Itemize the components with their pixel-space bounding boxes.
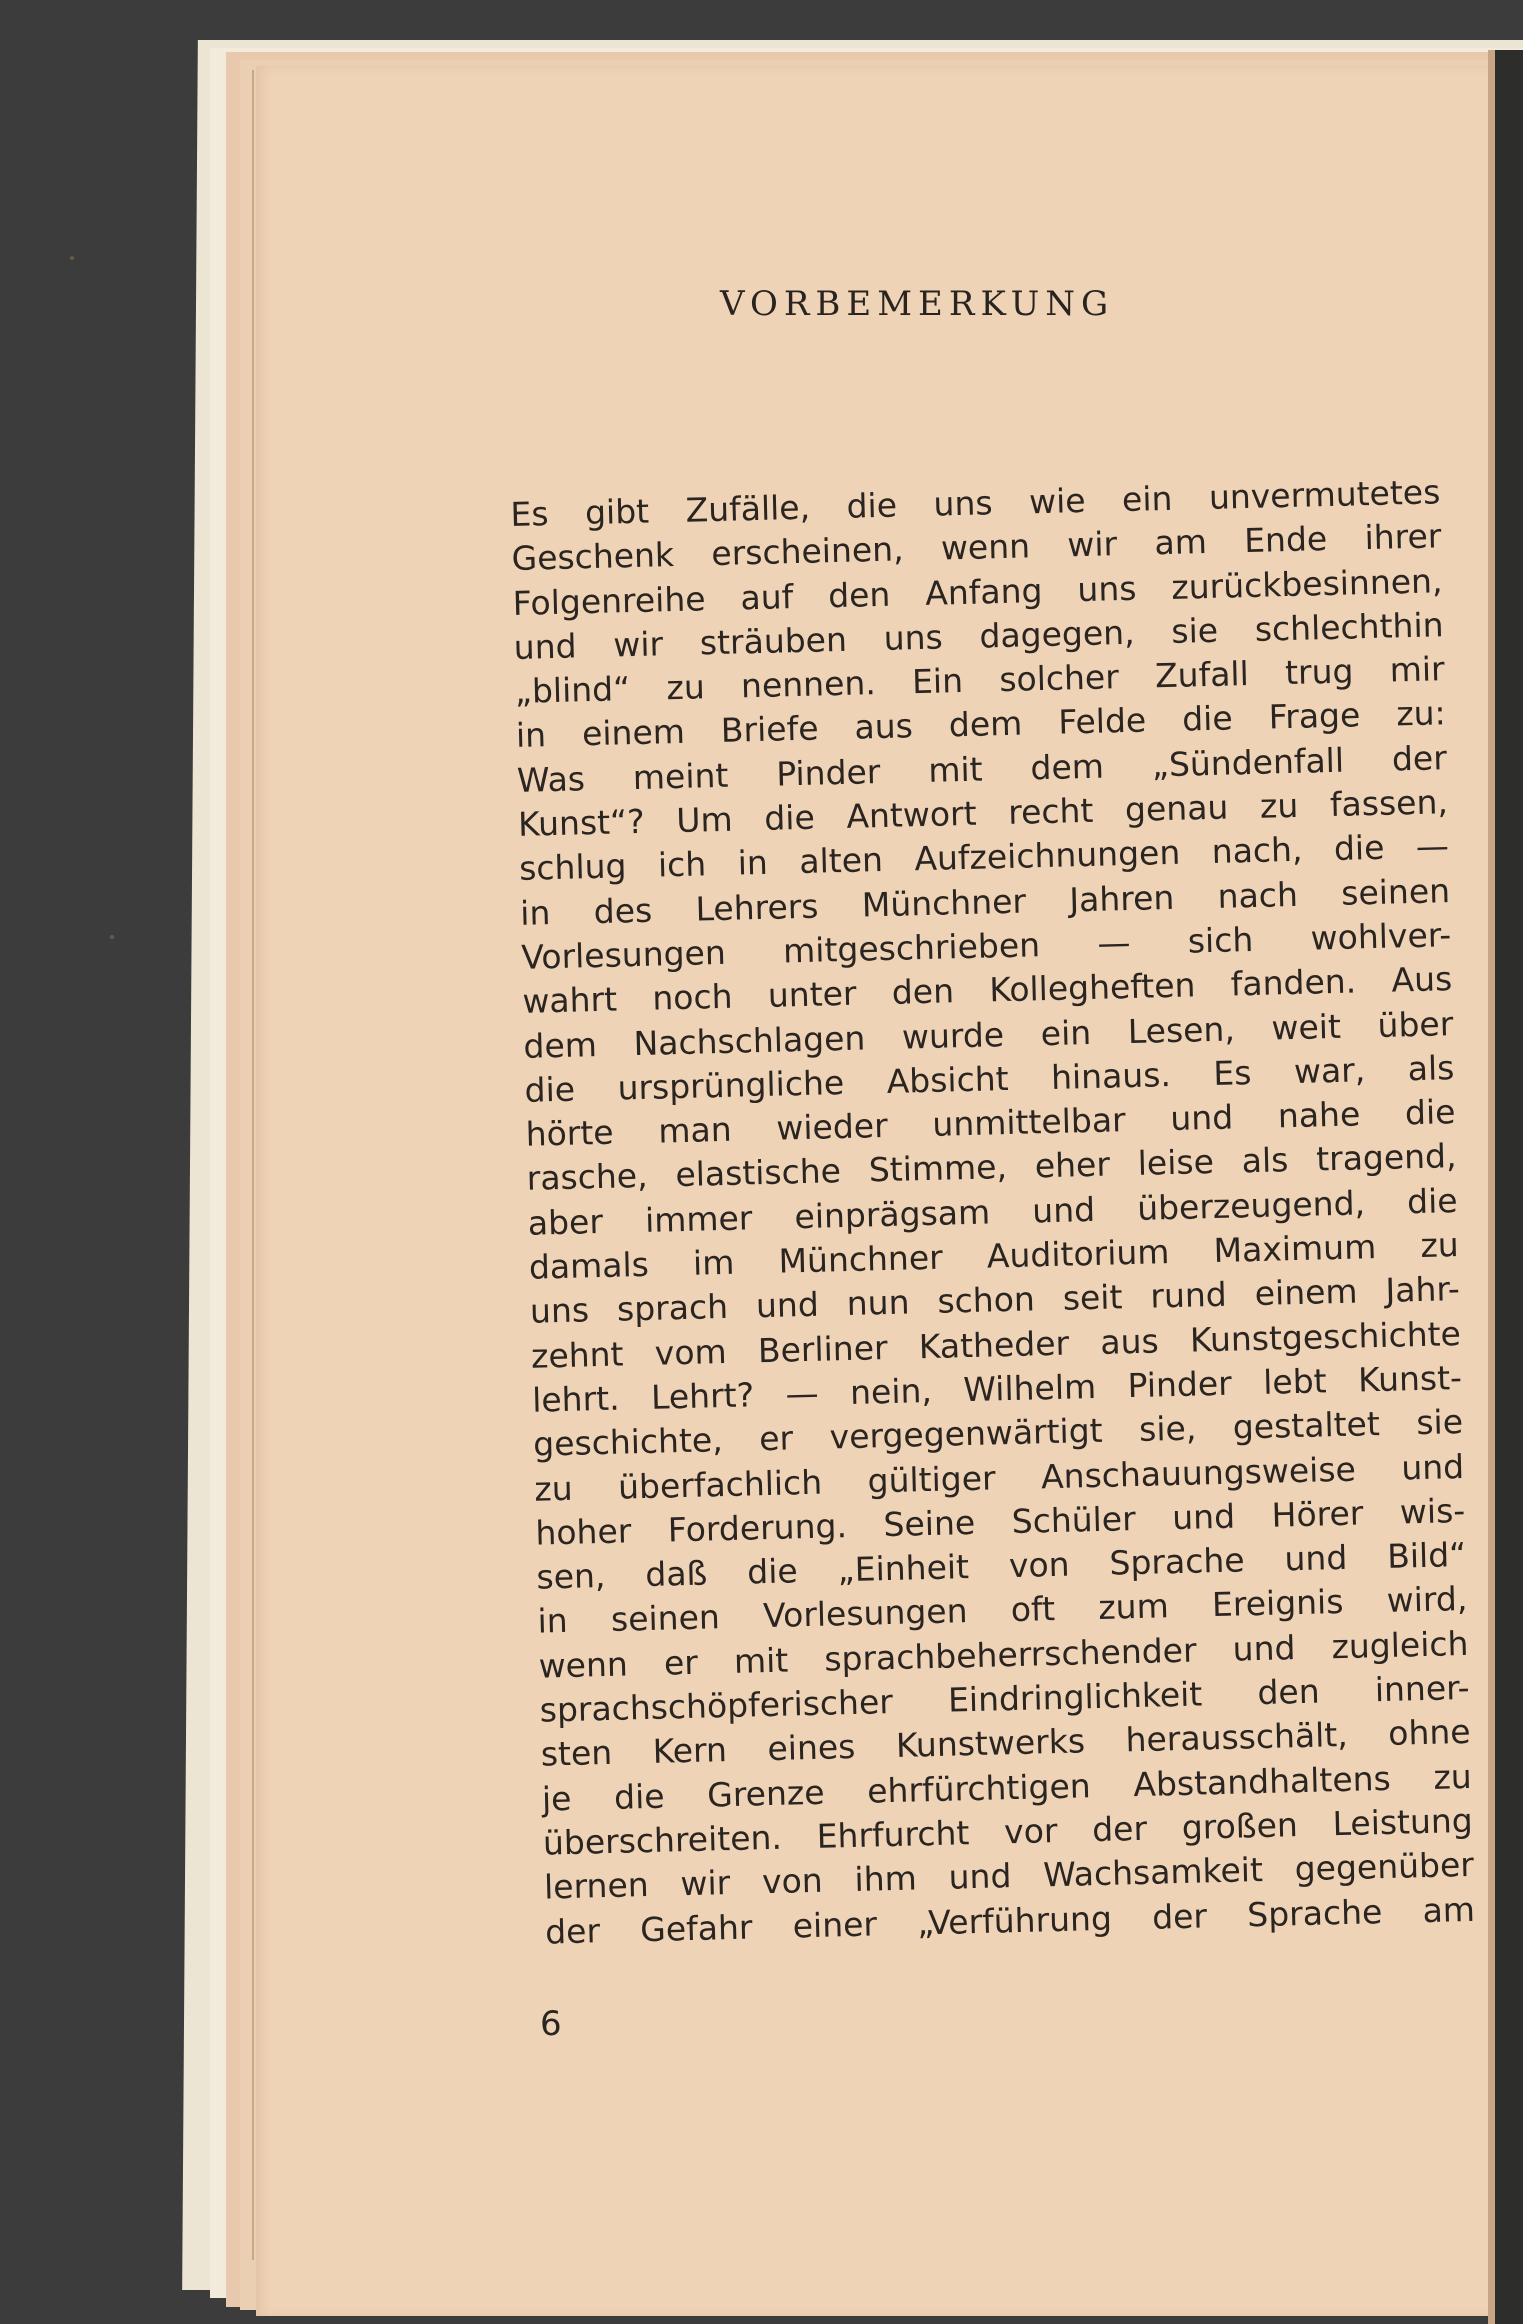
text-line: wahrt noch unter den Kollegheften fanden. Aus — [521, 959, 1453, 1022]
text-line: hörte man wieder unmittelbar und nahe die — [525, 1092, 1456, 1154]
dust-speck — [70, 256, 74, 260]
text-line: schlug ich in alten Aufzeichnungen nach, die — — [518, 826, 1450, 889]
text-line: dem Nachschlagen wurde ein Lesen, weit über — [523, 1003, 1454, 1066]
text-line: Es gibt Zufälle, die uns wie ein unvermutetes — [510, 472, 1441, 534]
text-line: sprachschöpferischer Eindringlichkeit den inner- — [539, 1667, 1470, 1730]
chapter-title: VORBEMERKUNG — [720, 284, 1115, 324]
text-line: und wir sträuben uns dagegen, sie schlechthin — [513, 605, 1444, 667]
text-line: hoher Forderung. Seine Schüler und Hörer wis- — [534, 1490, 1466, 1553]
body-text — [510, 470, 1475, 1954]
text-line: lehrt. Lehrt? — nein, Wilhelm Pinder lebt Kunst- — [531, 1357, 1463, 1420]
text-line: in des Lehrers Münchner Jahren nach seinen — [519, 870, 1451, 933]
text-line: uns sprach und nun schon seit rund einem Jahr- — [529, 1269, 1461, 1332]
text-line: in einem Briefe aus dem Felde die Frage zu: — [515, 693, 1447, 756]
text-line: „blind“ zu nennen. Ein solcher Zufall trug mir — [514, 649, 1446, 712]
text-line: Was meint Pinder mit dem „Sündenfall der — [516, 737, 1448, 800]
text-line: in seinen Vorlesungen oft zum Ereignis wird, — [537, 1579, 1468, 1642]
page-number: 6 — [540, 2004, 562, 2044]
text-line: damals im Münchner Auditorium Maximum zu — [528, 1225, 1460, 1287]
text-line: je die Grenze ehrfürchtigen Abstandhaltens zu — [541, 1756, 1473, 1819]
text-line: aber immer einprägsam und überzeugend, die — [527, 1180, 1459, 1243]
text-line: Folgenreihe auf den Anfang uns zurückbesinnen, — [512, 560, 1443, 623]
text-line: überschreiten. Ehrfurcht vor der großen Leistung — [542, 1800, 1474, 1863]
text-line: der Gefahr einer „Verführung der Sprache am — [544, 1889, 1476, 1952]
book-spine — [1495, 50, 1523, 2324]
text-line: die ursprüngliche Absicht hinaus. Es war, als — [524, 1047, 1455, 1110]
text-line: Geschenk erscheinen, wenn wir am Ende ihrer — [511, 516, 1442, 579]
dust-speck — [110, 935, 114, 939]
page-fold-line — [252, 70, 254, 2260]
text-line: wenn er mit sprachbeherrschender und zugleich — [538, 1623, 1469, 1686]
text-line: Kunst“? Um die Antwort recht genau zu fassen, — [517, 782, 1449, 844]
text-line: geschichte, er vergegenwärtigt sie, gestaltet sie — [532, 1402, 1464, 1464]
text-line: lernen wir von ihm und Wachsamkeit gegenüber — [543, 1845, 1475, 1907]
text-line: zehnt vom Berliner Katheder aus Kunstgeschichte — [530, 1313, 1462, 1376]
text-line: sen, daß die „Einheit von Sprache und Bild“ — [536, 1535, 1467, 1597]
text-line: sten Kern eines Kunstwerks herausschält, ohne — [540, 1712, 1472, 1774]
text-line: Vorlesungen mitgeschrieben — sich wohlver- — [520, 915, 1452, 977]
text-line: zu überfachlich gültiger Anschauungsweise und — [533, 1446, 1465, 1509]
text-line: rasche, elastische Stimme, eher leise als tragend, — [526, 1136, 1457, 1199]
